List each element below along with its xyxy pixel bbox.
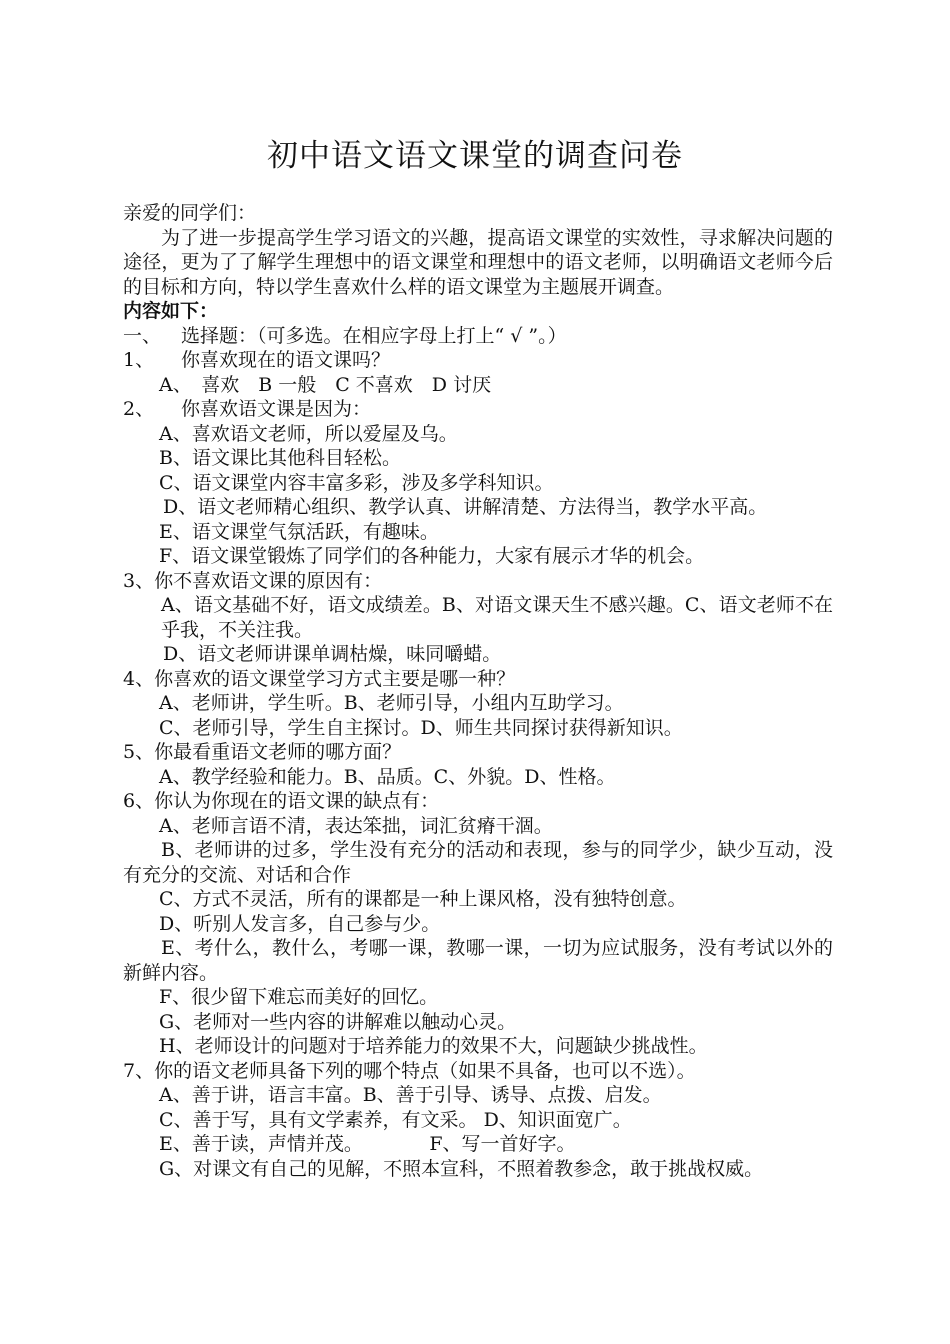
question-1-options[interactable]: A、 喜欢 B 一般 C 不喜欢 D 讨厌 xyxy=(159,373,492,396)
option-g[interactable]: G、老师对一些内容的讲解难以触动心灵。 xyxy=(159,1010,517,1033)
option-ab[interactable]: A、善于讲，语言丰富。B、善于引导、诱导、点拨、启发。 xyxy=(159,1084,662,1106)
option-d[interactable]: D、听别人发言多，自己参与少。 xyxy=(159,912,441,935)
option-b[interactable]: B、老师讲的过多，学生没有充分的活动和表现，参与的同学少，缺少互动，没有充分的交流、对话和合作 xyxy=(123,839,833,886)
option-c[interactable]: C、语文课堂内容丰富多彩，涉及多学科知识。 xyxy=(159,471,554,494)
question-4: 4、你喜欢的语文课堂学习方式主要是哪一种？ xyxy=(123,667,516,690)
question-text: 你喜欢语文课是因为： xyxy=(181,398,372,420)
option-cd[interactable]: C、善于写，具有文学素养，有文采。 D、知识面宽广。 xyxy=(159,1108,632,1131)
question-7: 7、你的语文老师具备下列的哪个特点（如果不具备，也可以不选）。 xyxy=(123,1059,696,1082)
option-b[interactable]: B、语文课比其他科目轻松。 xyxy=(159,447,401,469)
option-h[interactable]: H、老师设计的问题对于培养能力的效果不大，问题缺少挑战性。 xyxy=(159,1035,708,1057)
option-cd[interactable]: C、老师引导，学生自主探讨。D、师生共同探讨获得新知识。 xyxy=(159,716,683,739)
option-e[interactable]: E、考什么，教什么，考哪一课，教哪一课，一切为应试服务，没有考试以外的新鲜内容。 xyxy=(123,937,833,984)
question-1 xyxy=(123,348,833,373)
option-c[interactable]: C、方式不灵活，所有的课都是一种上课风格，没有独特创意。 xyxy=(159,888,687,910)
option-g[interactable]: G、对课文有自己的见解，不照本宣科，不照着教参念，敢于挑战权威。 xyxy=(159,1157,764,1180)
section-heading xyxy=(123,324,833,349)
option-ef[interactable]: E、善于读，声情并茂。 F、写一首好字。 xyxy=(159,1133,576,1155)
content-heading: 内容如下： xyxy=(123,300,219,322)
option-e[interactable]: E、语文课堂气氛活跃，有趣味。 xyxy=(159,520,439,543)
document-body xyxy=(123,201,833,1181)
question-2 xyxy=(123,397,833,422)
question-6: 6、你认为你现在的语文课的缺点有： xyxy=(123,790,440,812)
question-3: 3、你不喜欢语文课的原因有： xyxy=(123,569,383,592)
option-d[interactable]: D、语文老师精心组织、教学认真、讲解清楚、方法得当，教学水平高。 xyxy=(163,496,768,518)
question-5: 5、你最看重语文老师的哪方面？ xyxy=(123,741,402,763)
option-abcd[interactable]: A、教学经验和能力。B、品质。C、外貌。D、性格。 xyxy=(159,765,616,788)
greeting: 亲爱的同学们： xyxy=(123,202,257,224)
page-title: 初中语文语文课堂的调查问卷 xyxy=(267,138,683,174)
option-f[interactable]: F、语文课堂锻炼了同学们的各种能力，大家有展示才华的机会。 xyxy=(159,545,705,567)
question-number: 2、 xyxy=(123,398,155,420)
intro-paragraph: 为了进一步提高学生学习语文的兴趣，提高语文课堂的实效性，寻求解决问题的途径，更为了了解学生理想中的语文课堂和理想中的语文老师，以明确语文老师今后的目标和方向，特以学生喜欢什么样的语文课堂为主题展开调查。 xyxy=(123,226,833,298)
option-a[interactable]: A、喜欢语文老师，所以爱屋及乌。 xyxy=(159,422,458,445)
option-ab[interactable]: A、老师讲，学生听。B、老师引导，小组内互助学习。 xyxy=(159,692,624,714)
option-abc[interactable]: A、语文基础不好，语文成绩差。B、对语文课天生不感兴趣。C、语文老师不在乎我，不关注我。 xyxy=(161,594,833,641)
option-d[interactable]: D、语文老师讲课单调枯燥，味同嚼蜡。 xyxy=(163,643,502,665)
question-text: 你喜欢现在的语文课吗？ xyxy=(181,349,391,371)
option-f[interactable]: F、很少留下难忘而美好的回忆。 xyxy=(159,986,439,1008)
section-text: 选择题：（可多选。在相应字母上打上“ √ ”。） xyxy=(181,324,567,347)
option-a[interactable]: A、老师言语不清，表达笨拙，词汇贫瘠干涸。 xyxy=(159,814,553,837)
section-number: 一、 xyxy=(123,324,162,347)
question-number: 1、 xyxy=(123,349,155,371)
